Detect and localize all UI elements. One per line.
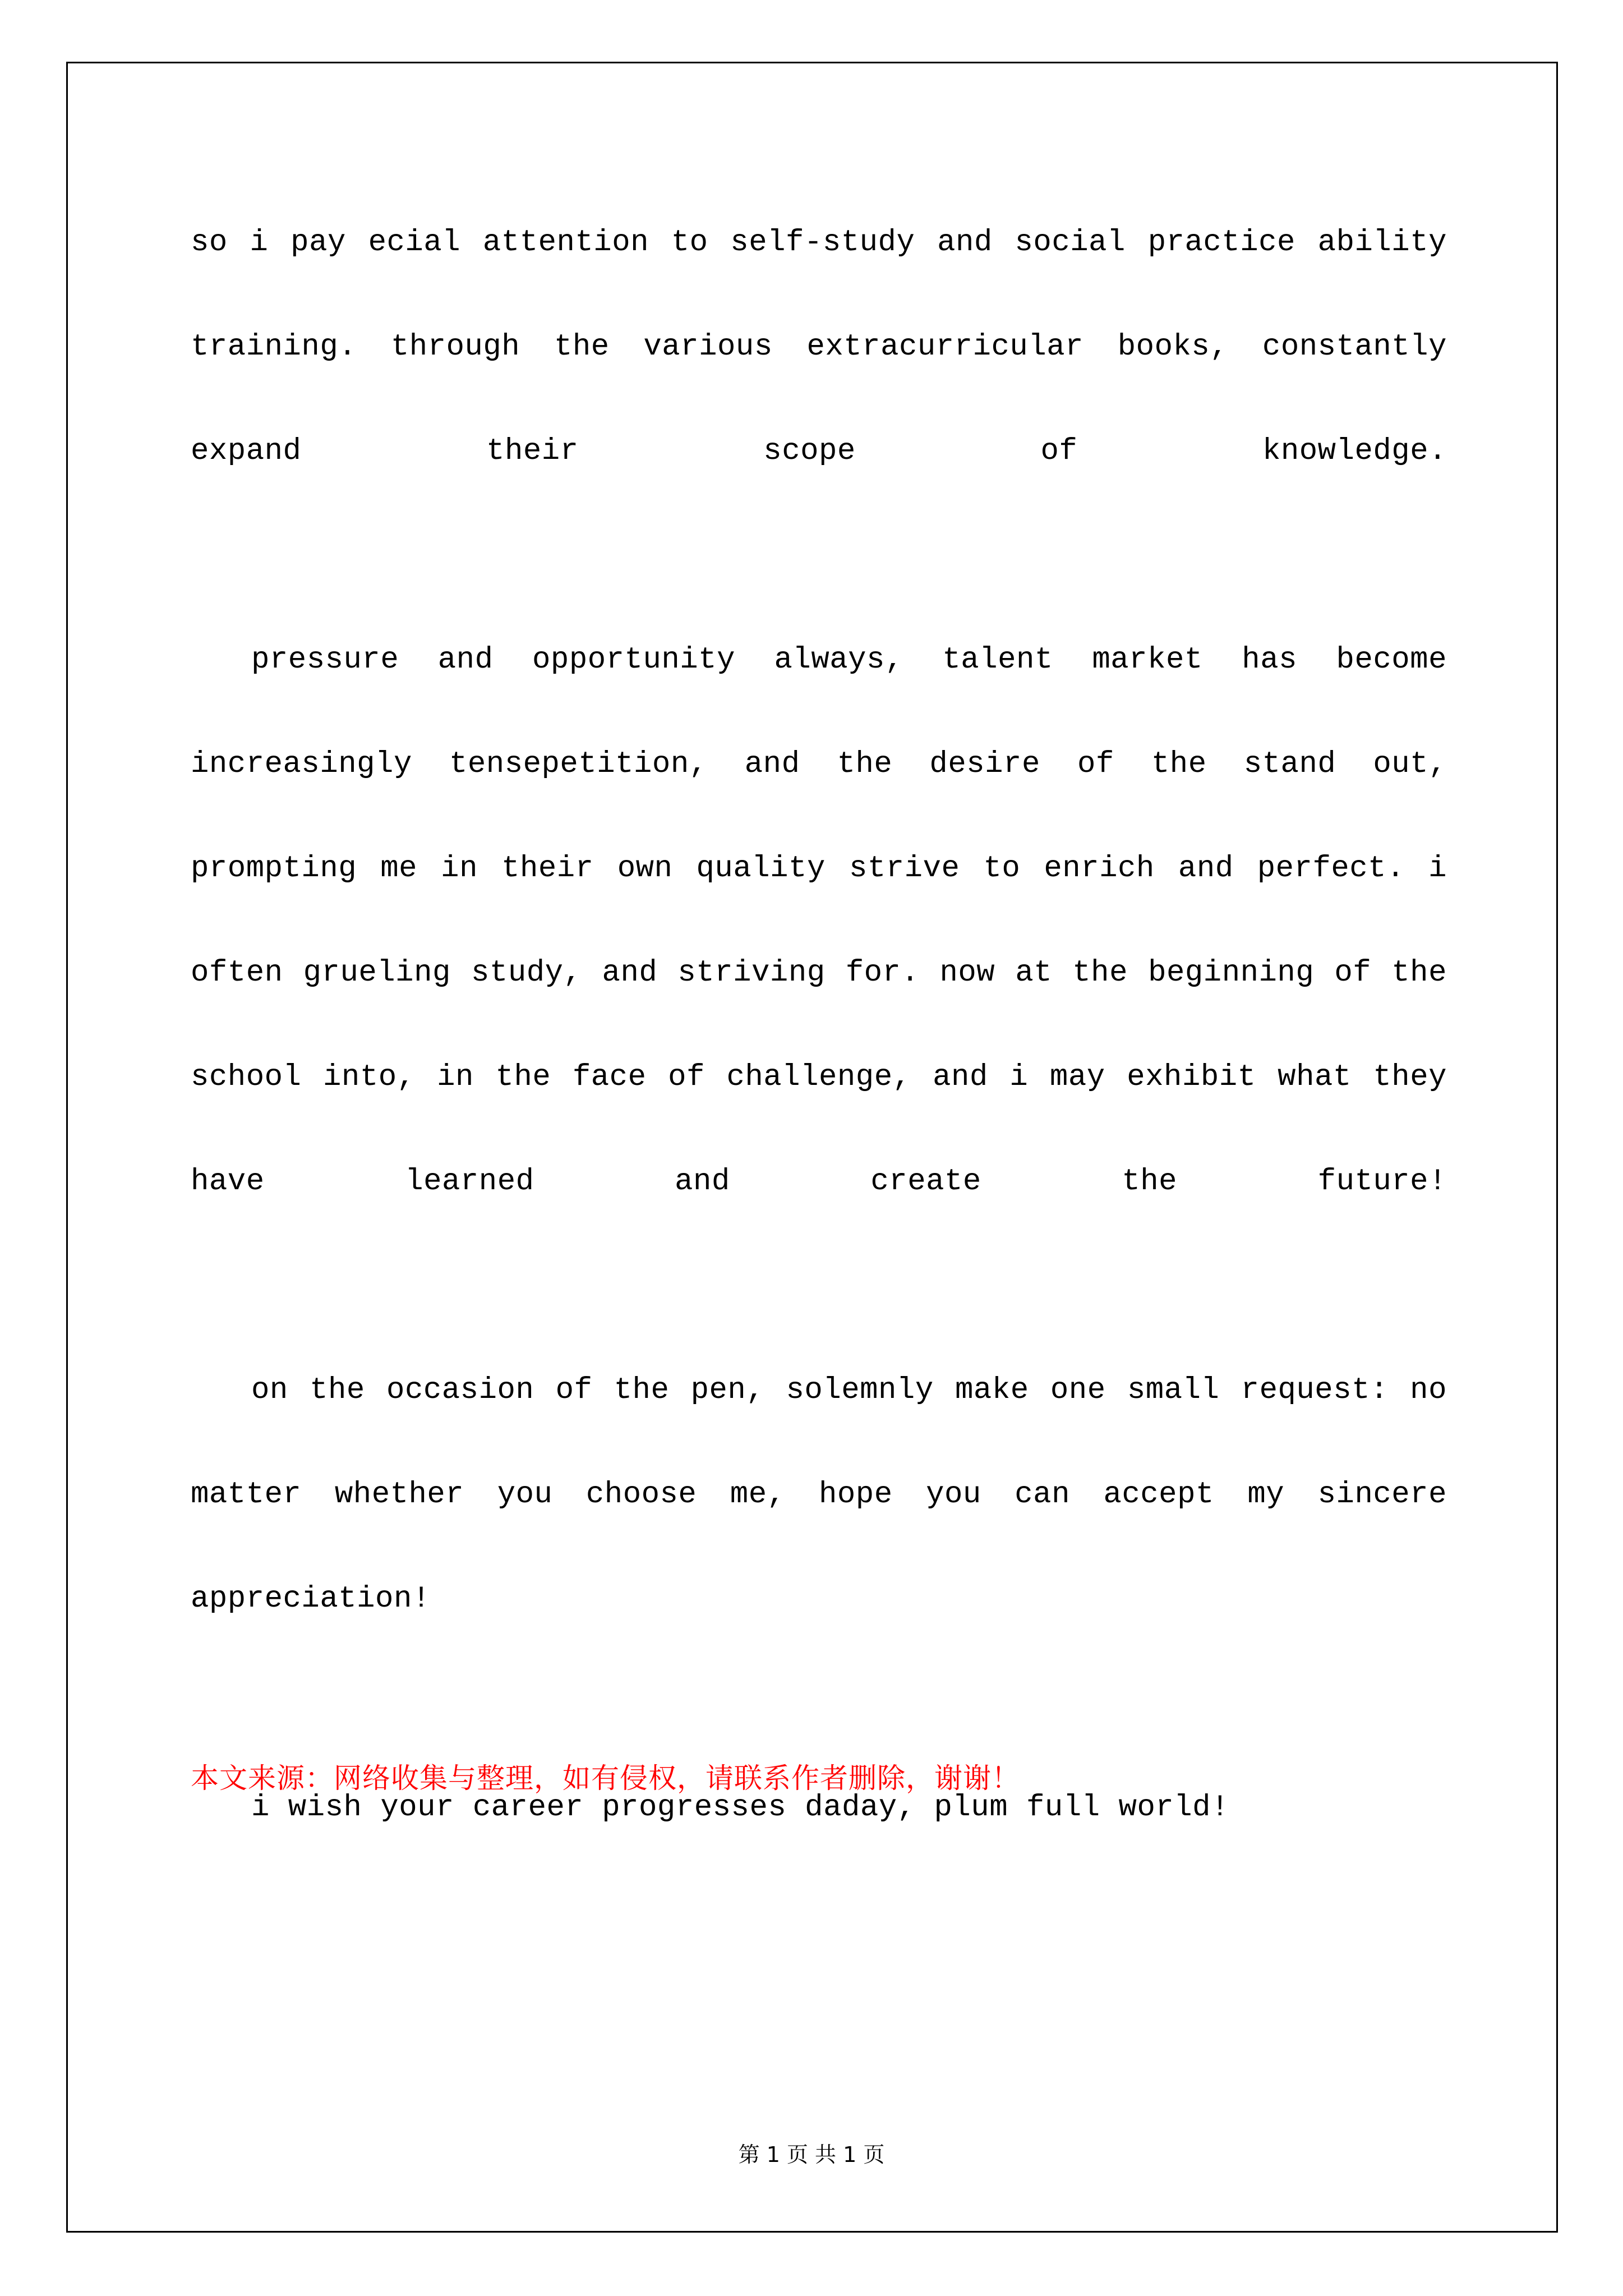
- page-footer: 第 1 页 共 1 页: [738, 2142, 885, 2167]
- paragraph: on the occasion of the pen, solemnly make one small request: no matter whether you choose me, hope you can accept my sincere appreciation!: [191, 1373, 1447, 1616]
- paragraph: i wish your career progresses daday, plum full world!: [251, 1791, 1229, 1825]
- source-disclaimer-note: 本文来源：网络收集与整理，如有侵权，请联系作者删除，谢谢！: [191, 1762, 1020, 1795]
- paragraph: pressure and opportunity always, talent market has become increasingly tensepetition, and the desire of the stand out, prompting me in their own quality strive to enrich and perfect. i often grueling study, and striving for. now at the beginning of the school into, in the face of challenge, and i may exhibit what they have learned and create the future!: [191, 643, 1447, 1199]
- document-body: [191, 191, 1447, 1860]
- paragraph: so i pay ecial attention to self-study and social practice ability training. through the various extracurricular books, constantly expand their scope of knowledge.: [191, 226, 1447, 468]
